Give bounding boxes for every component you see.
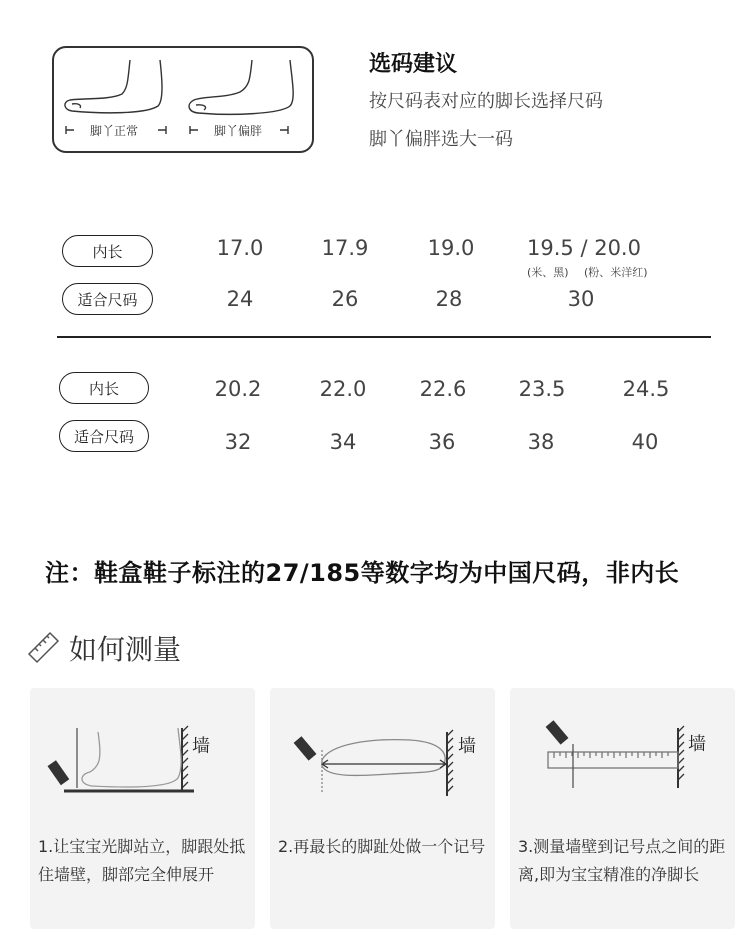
size-value: 24 <box>226 287 254 311</box>
length-note-colors-a: (米、黑) <box>527 266 569 279</box>
fit-size-label: 适合尺码 <box>59 420 149 452</box>
measure-step-card-1 <box>30 688 255 929</box>
inner-length-label: 内长 <box>62 235 153 267</box>
length-value: 19.0 <box>427 236 475 260</box>
length-value: 24.5 <box>622 377 670 401</box>
length-value: 22.6 <box>419 377 467 401</box>
size-value: 30 <box>567 287 595 311</box>
table-divider <box>57 336 711 338</box>
length-value: 22.0 <box>319 377 367 401</box>
wall-label: 墙 <box>192 736 210 757</box>
size-advice-line-2: 脚丫偏胖选大一码 <box>369 129 513 150</box>
length-value-dual: 19.5 / 20.0 <box>527 236 641 260</box>
length-value: 23.5 <box>518 377 566 401</box>
size-advice-line-1: 按尺码表对应的脚长选择尺码 <box>369 91 603 112</box>
wide-foot-caption: 脚丫偏胖 <box>214 124 263 138</box>
length-value: 17.0 <box>216 236 264 260</box>
length-value: 20.2 <box>214 377 262 401</box>
inner-length-label: 内长 <box>59 372 149 404</box>
length-note-colors-b: (粉、米洋红) <box>584 266 648 279</box>
ruler-icon <box>26 630 62 664</box>
measure-step-card-3 <box>510 688 735 929</box>
size-value: 28 <box>435 287 463 311</box>
foot-shape-diagram <box>52 46 314 153</box>
wall-label: 墙 <box>458 736 476 757</box>
size-value: 26 <box>331 287 359 311</box>
size-value: 34 <box>329 430 357 454</box>
size-value: 36 <box>428 430 456 454</box>
size-note: 注：鞋盒鞋子标注的27/185等数字均为中国尺码，非内长 <box>45 559 680 587</box>
foot-mark-illustration <box>270 688 495 828</box>
ruler-measure-illustration <box>510 688 735 828</box>
foot-against-wall-illustration <box>30 688 255 828</box>
size-value: 32 <box>224 430 252 454</box>
measure-step-text-1: 1.让宝宝光脚站立，脚跟处抵住墙壁，脚部完全伸展开 <box>38 837 246 884</box>
size-value: 40 <box>631 430 659 454</box>
length-value: 17.9 <box>321 236 369 260</box>
fit-size-label: 适合尺码 <box>62 283 153 315</box>
measure-step-text-2: 2.再最长的脚趾处做一个记号 <box>278 837 486 856</box>
normal-foot-caption: 脚丫正常 <box>90 124 139 138</box>
size-value: 38 <box>527 430 555 454</box>
size-advice-title: 选码建议 <box>369 52 458 77</box>
wall-label: 墙 <box>688 734 706 755</box>
measure-step-card-2 <box>270 688 495 929</box>
measure-step-text-3: 3.测量墙壁到记号点之间的距离,即为宝宝精准的净脚长 <box>518 837 726 884</box>
how-to-measure-title: 如何测量 <box>69 633 182 666</box>
